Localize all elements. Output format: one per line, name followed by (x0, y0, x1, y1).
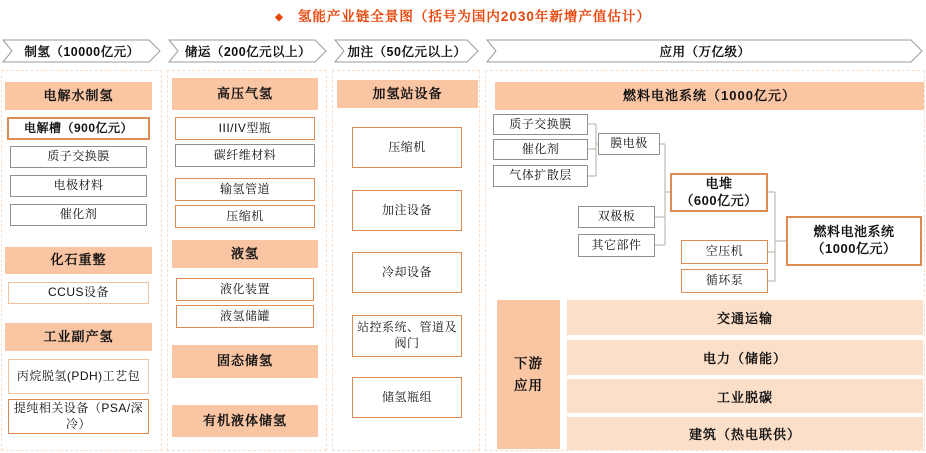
building-chp-row: 建筑（热电联供） (567, 417, 923, 450)
stack-box (670, 173, 768, 212)
type-III-IV-bottle-box: III/IV型瓶 (175, 117, 315, 140)
gas-diffusion-layer-box: 气体扩散层 (493, 165, 588, 187)
fuel-cell-system-header: 燃料电池系统（1000亿元） (495, 82, 924, 110)
electrolyzer-box: 电解槽（900亿元） (7, 117, 150, 140)
downstream-label-line2: 应用 (514, 377, 543, 393)
page-title-text: 氢能产业链全景图（括号为国内2030年新增产值估计） (297, 9, 651, 24)
bipolar-plate-box: 双极板 (578, 206, 655, 228)
cylinder-group-box: 储氢瓶组 (352, 377, 462, 418)
dispenser-box: 加注设备 (352, 190, 462, 231)
power-storage-row: 电力（储能） (567, 340, 923, 375)
industrial-byproduct-header: 工业副产氢 (5, 323, 152, 351)
fuel-cell-system-box-line2: （1000亿元） (811, 241, 897, 256)
circulation-pump-box: 循环泵 (681, 269, 768, 293)
catalyst-box: 催化剂 (10, 204, 147, 226)
page-title (0, 5, 926, 25)
stage-header-application-label: 应用（万亿级） (659, 45, 751, 59)
stage-header-refueling-label: 加注（50亿元以上） (347, 45, 467, 59)
stack-box-line2: （600亿元） (680, 192, 758, 208)
carbon-fiber-box: 碳纤维材料 (175, 144, 315, 167)
industry-decarbonization-row: 工业脱碳 (567, 379, 923, 413)
high-pressure-gas-header: 高压气氢 (172, 78, 318, 110)
electrolysis-header: 电解水制氢 (5, 82, 152, 110)
purification-equipment-box: 提纯相关设备（PSA/深冷） (8, 399, 149, 434)
downstream-label-line1: 下游 (514, 355, 543, 371)
stack-box-line1: 电堆 (705, 175, 733, 191)
solid-state-storage-header: 固态储氢 (172, 345, 318, 378)
air-compressor-box: 空压机 (681, 240, 768, 264)
fuel-cell-system-box (786, 216, 922, 266)
pdh-package-box: 丙烷脱氢(PDH)工艺包 (8, 359, 149, 394)
fc-pem-box: 质子交换膜 (493, 114, 588, 135)
cooling-equipment-box: 冷却设备 (352, 252, 462, 293)
downstream-application-box (497, 300, 560, 449)
membrane-electrode-box: 膜电极 (598, 133, 660, 155)
ccus-equipment-box: CCUS设备 (8, 282, 149, 304)
liquid-hydrogen-header: 液氢 (172, 240, 318, 268)
stage-header-production-label: 制氢（10000亿元） (24, 45, 140, 59)
transport-row: 交通运输 (567, 300, 923, 335)
storage-compressor-box: 压缩机 (175, 205, 315, 228)
fc-catalyst-box: 催化剂 (493, 139, 588, 160)
pem-membrane-box: 质子交换膜 (10, 146, 147, 168)
stage-header-storage (168, 39, 328, 63)
hydrogen-pipeline-box: 输氢管道 (175, 178, 315, 201)
fuel-cell-system-box-line1: 燃料电池系统 (813, 224, 895, 240)
fossil-reforming-header: 化石重整 (5, 247, 152, 274)
station-equipment-header: 加氢站设备 (337, 80, 478, 108)
station-control-box: 站控系统、管道及阀门 (352, 315, 462, 357)
station-compressor-box: 压缩机 (352, 127, 462, 168)
stage-header-storage-label: 储运（200亿元以上） (184, 45, 312, 59)
liquefaction-unit-box: 液化装置 (176, 278, 314, 301)
liquid-tank-box: 液氢储罐 (176, 305, 314, 328)
stage-header-application (486, 39, 924, 63)
organic-liquid-storage-header: 有机液体储氢 (172, 405, 318, 437)
other-parts-box: 其它部件 (578, 234, 655, 257)
diamond-bullet-icon: ◆ (275, 12, 284, 23)
electrode-material-box: 电极材料 (10, 175, 147, 197)
stage-header-production (2, 39, 162, 63)
stage-header-refueling (334, 39, 480, 63)
